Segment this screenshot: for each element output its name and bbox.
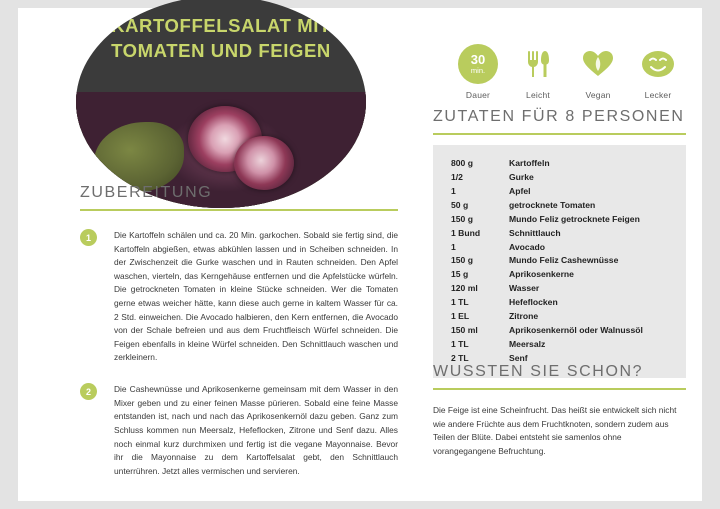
hero-circle xyxy=(76,0,366,208)
ingredient-row xyxy=(451,171,672,185)
ingredient-quantity: 50 g xyxy=(451,199,469,210)
heart-leaf-icon xyxy=(570,44,626,84)
ingredient-row xyxy=(451,324,672,338)
duration-unit: min. xyxy=(470,65,486,75)
ingredient-name: Kartoffeln xyxy=(509,158,550,168)
ingredients-section xyxy=(433,108,686,378)
ingredient-name: Apfel xyxy=(509,185,531,196)
clock-icon xyxy=(458,44,498,84)
ingredient-quantity: 2 TL xyxy=(451,352,469,363)
duration-value: 30 xyxy=(470,52,486,68)
ingredient-quantity: 1 xyxy=(451,241,456,252)
preparation-step xyxy=(80,383,398,478)
step-number-badge: 2 xyxy=(80,383,97,400)
did-you-know-divider xyxy=(433,388,686,390)
ingredient-row xyxy=(451,310,672,324)
step-text: Die Kartoffeln schälen und ca. 20 Min. garkochen. Sobald sie fertig sind, die Kartoffeln abgießen, etwas abkühlen lassen und in Scheiben schneiden. In der Zwischenzeit die Gurke waschen und in Rauten schneiden. Den Apfel waschen, vierteln, das Kerngehäuse entfernen und die Apfelstücke würfeln. Die getrockneten Tomaten in kleine Stücke schneiden. Wer die Tomaten gerne etwas weicher hätte, kann diese auch gerne in kaltem Wasser für ca. 2 Std. einweichen. Die Avocado halbieren, den Kern entfernen, die Avocado von der Schale befreien und aus dem Fruchtfleisch Würfel schneiden. Die Feigen ebenfalls in kleine Würfel schneiden. Den Schnittlauch waschen und zerkleinern. xyxy=(114,230,398,363)
ingredient-quantity: 15 g xyxy=(451,269,469,280)
ingredient-row xyxy=(451,282,672,296)
meta-icon-row xyxy=(450,44,686,100)
ingredient-row xyxy=(451,199,672,213)
meta-caption: Lecker xyxy=(644,90,672,100)
ingredient-quantity: 120 ml xyxy=(451,283,478,294)
ingredient-quantity: 1 EL xyxy=(451,311,470,322)
did-you-know-section xyxy=(433,363,686,458)
ingredient-row xyxy=(451,296,672,310)
ingredients-divider xyxy=(433,133,686,135)
meta-item-duration xyxy=(450,44,506,100)
step-number-badge: 1 xyxy=(80,229,97,246)
meta-caption: Dauer xyxy=(465,90,491,100)
leaf-decoration xyxy=(94,122,184,192)
ingredient-row xyxy=(451,185,672,199)
ingredient-name: Gurke xyxy=(509,171,534,182)
ingredient-name: Meersalz xyxy=(509,338,546,349)
ingredient-quantity: 150 g xyxy=(451,255,473,266)
ingredient-row xyxy=(451,227,672,241)
ingredient-name: Senf xyxy=(509,352,528,363)
did-you-know-heading: WUSSTEN SIE SCHON? xyxy=(433,363,644,380)
recipe-title: KARTOFFELSALAT MIT TOMATEN UND FEIGEN xyxy=(111,15,331,61)
ingredient-quantity: 1 xyxy=(451,185,456,196)
ingredient-quantity: 800 g xyxy=(451,158,473,168)
ingredient-quantity: 1/2 xyxy=(451,171,463,182)
ingredient-name: Avocado xyxy=(509,241,545,252)
smiley-icon xyxy=(630,44,686,84)
fig-half-icon xyxy=(234,136,294,190)
preparation-step xyxy=(80,229,398,365)
step-text: Die Cashewnüsse und Aprikosenkerne gemeinsam mit dem Wasser in den Mixer geben und zu einer feinen Masse pürieren. Sobald eine feine Masse entstanden ist, nach und nach das Aprikosenkernöl dazu geben. Ganz zum Schluss kommen nun Meersalz, Hefeflocken, Zitrone und Senf dazu. Alles noch einmal kurz durchmixen und fertig ist die vegane Mayonnaise. Bevor ihr die Mayonnaise zu dem Kartoffelsalat gebt, den Schnittlauch unterrühren. Jetzt alles vermischen und servieren. xyxy=(114,384,398,476)
ingredient-name: Mundo Feliz getrocknete Feigen xyxy=(509,213,640,224)
ingredients-heading: ZUTATEN FÜR 8 PERSONEN xyxy=(433,108,685,125)
preparation-section xyxy=(80,184,398,492)
ingredient-row xyxy=(451,241,672,255)
ingredient-row xyxy=(451,157,672,171)
ingredient-name: Aprikosenkerne xyxy=(509,269,574,280)
ingredient-quantity: 150 ml xyxy=(451,325,478,336)
ingredient-quantity: 1 Bund xyxy=(451,227,481,238)
ingredient-name: Schnittlauch xyxy=(509,227,561,238)
meta-item-taste xyxy=(630,44,686,100)
recipe-page xyxy=(18,8,702,501)
ingredient-name: Zitrone xyxy=(509,311,539,322)
ingredient-name: Wasser xyxy=(509,283,540,294)
preparation-divider xyxy=(80,209,398,211)
did-you-know-text: Die Feige ist eine Scheinfrucht. Das heißt sie entwickelt sich nicht wie andere Früchte aus dem Fruchtknoten, sondern zudem aus Teilen der Blüte. Dabei entsteht sie samenlos ohne vorangegangene Befruchtung. xyxy=(433,405,677,456)
cutlery-icon xyxy=(510,44,566,84)
meta-caption: Leicht xyxy=(526,90,550,100)
ingredient-row xyxy=(451,338,672,352)
preparation-heading: ZUBEREITUNG xyxy=(80,184,213,201)
ingredient-quantity: 1 TL xyxy=(451,297,469,308)
ingredients-list xyxy=(433,145,686,378)
ingredient-quantity: 150 g xyxy=(451,213,473,224)
ingredient-quantity: 1 TL xyxy=(451,338,469,349)
ingredient-name: Mundo Feliz Cashewnüsse xyxy=(509,255,619,266)
ingredient-name: Aprikosenkernöl oder Walnussöl xyxy=(509,325,643,336)
ingredient-name: getrocknete Tomaten xyxy=(509,199,596,210)
meta-item-difficulty xyxy=(510,44,566,100)
meta-caption: Vegan xyxy=(585,90,611,100)
ingredient-row xyxy=(451,268,672,282)
ingredient-name: Hefeflocken xyxy=(509,297,558,308)
ingredient-row xyxy=(451,254,672,268)
meta-item-vegan xyxy=(570,44,626,100)
ingredient-row xyxy=(451,213,672,227)
